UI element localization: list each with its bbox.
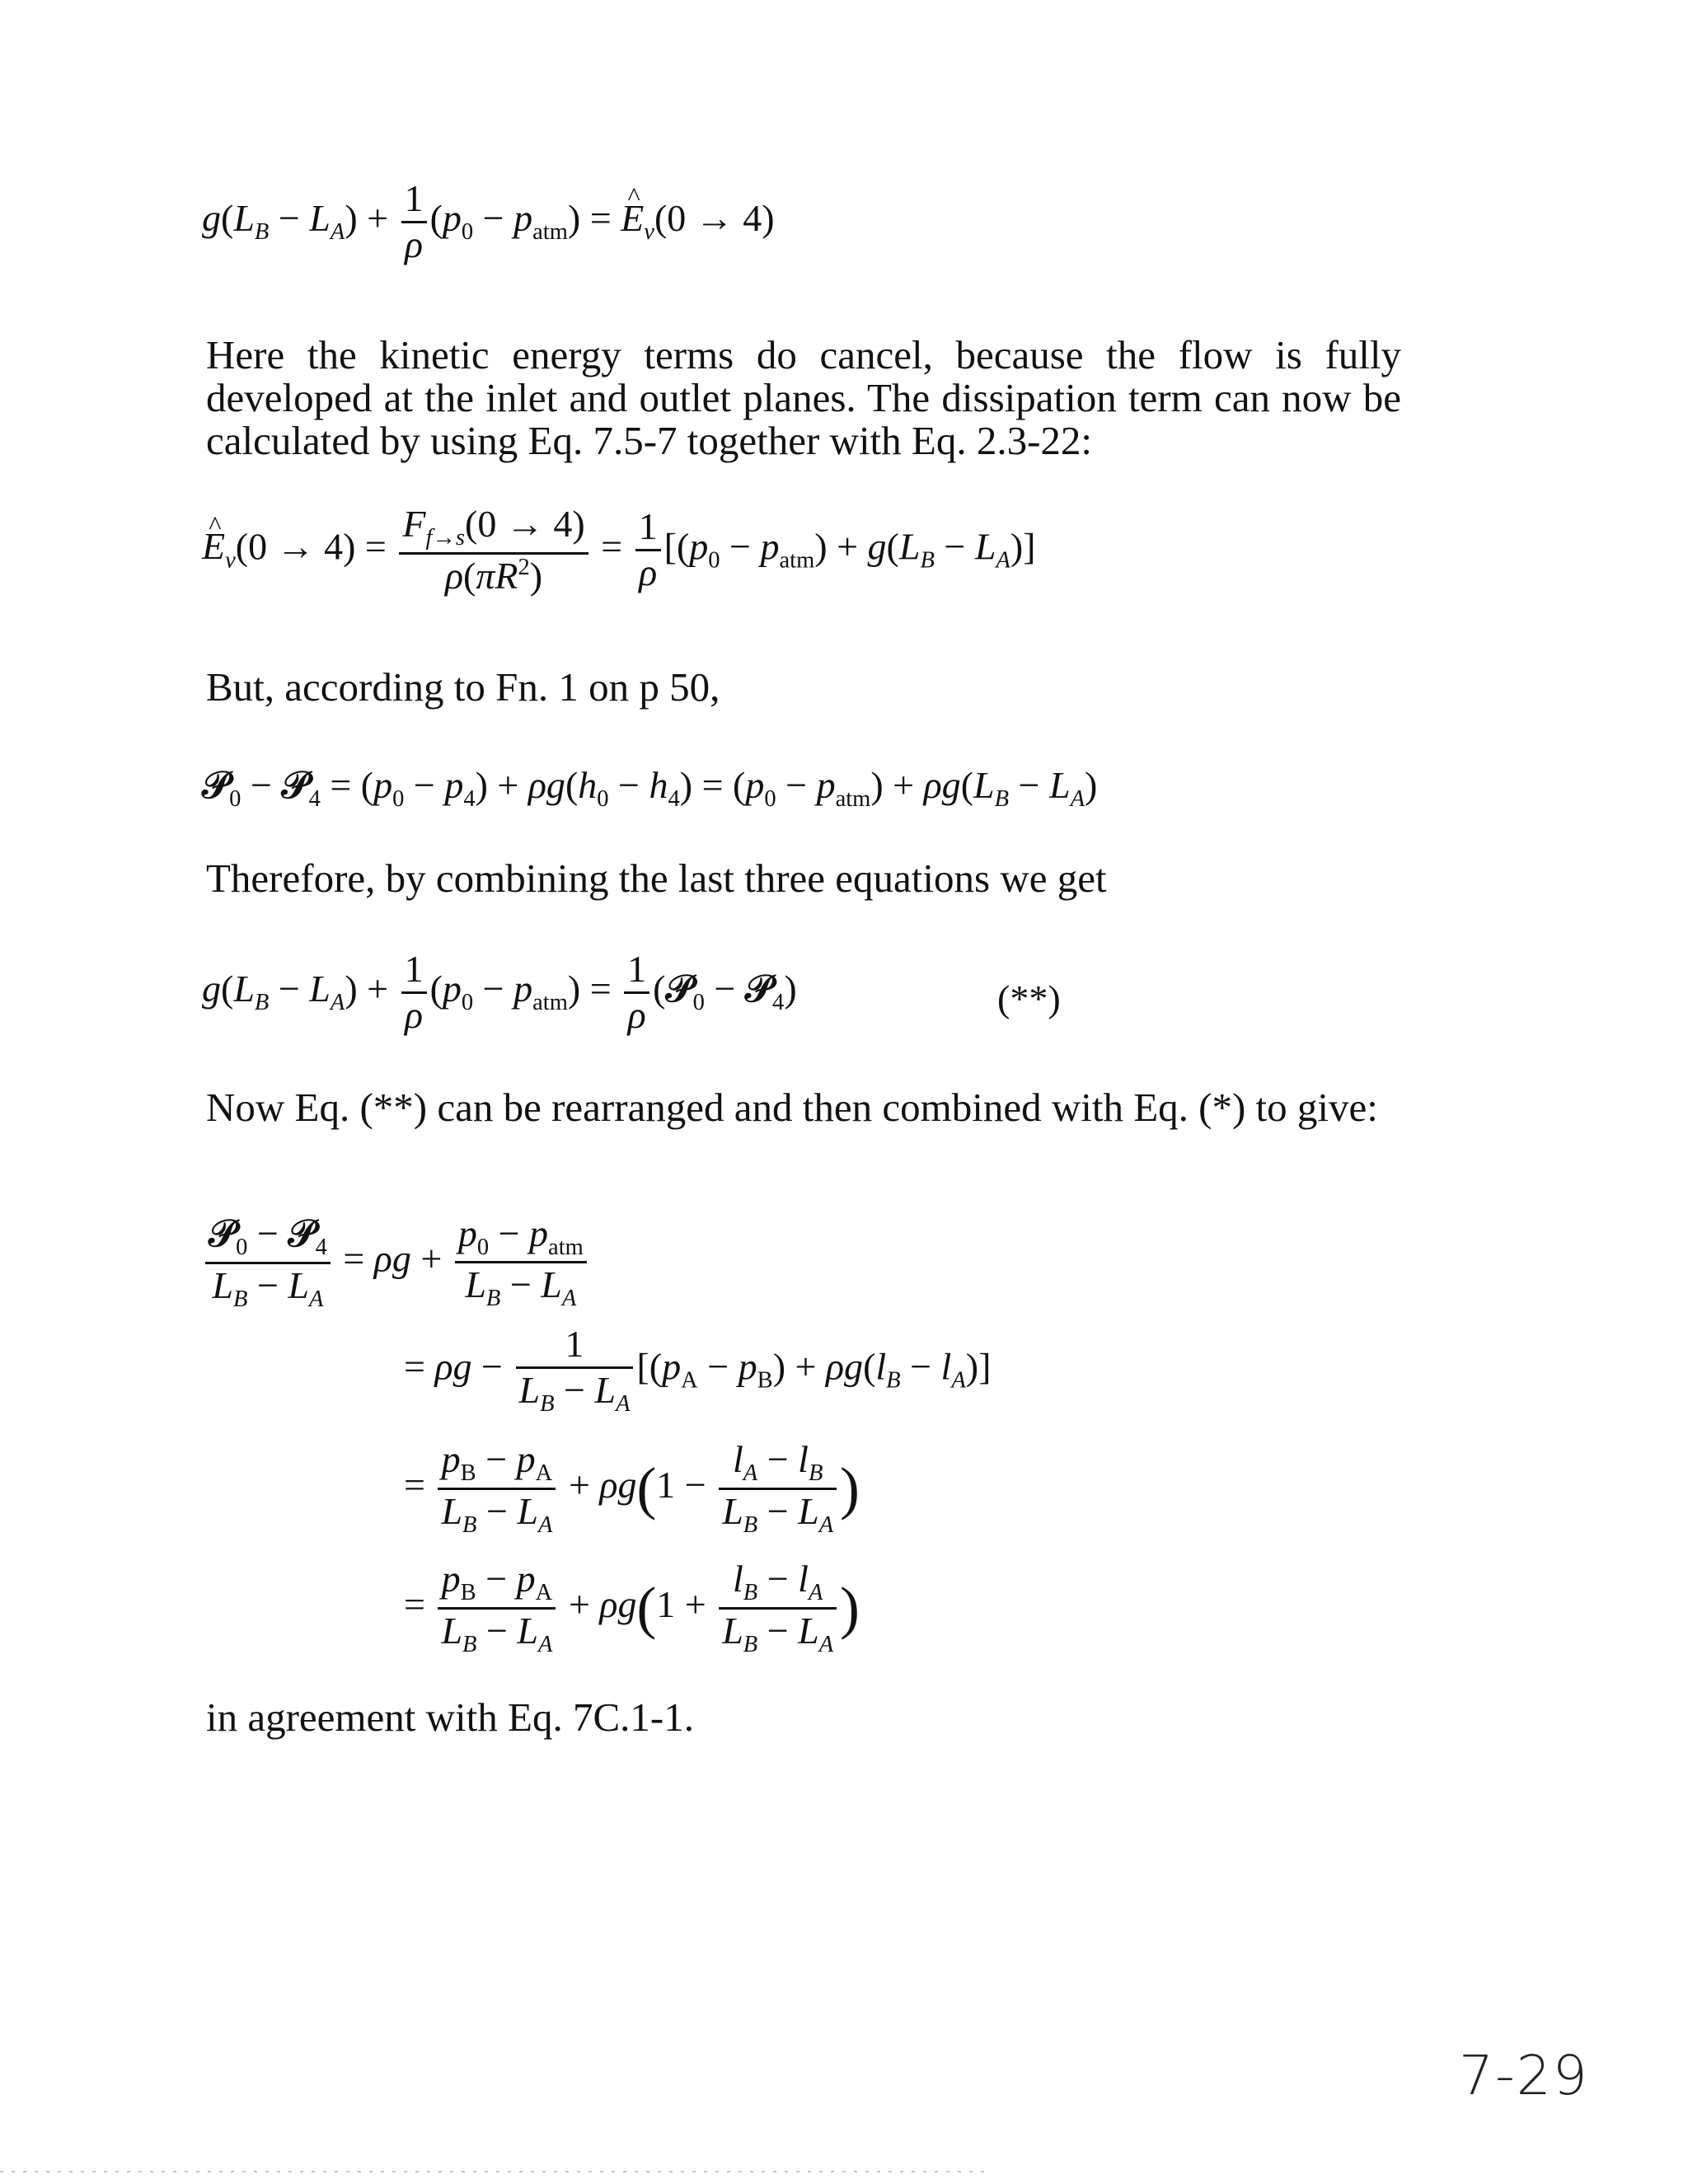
paragraph-kinetic-energy: Here the kinetic energy terms do cancel, because the flow is fully developed at the inlet and outlet planes. The dissipation term can now be calculated by using Eq. 7.5-7 together with Eq. 2.3-22: <box>206 332 1401 463</box>
derivation-line-1: $\frac{𝒫_0 - 𝒫_4}{L_B - L_A}$ = ρg + $\frac{p_0 - p_{atm}}{L_B - L_A}$ <box>202 1212 590 1314</box>
page-number: 7-29 <box>1459 2044 1589 2107</box>
paragraph-footnote-reference: But, according to Fn. 1 on p 50, <box>206 664 720 710</box>
paragraph-combining: Therefore, by combining the last three equations we get <box>206 855 1107 901</box>
scan-artifact-divider <box>0 2171 989 2172</box>
equation-dissipation: ^ $E_v(0 \to 4)$ = $\frac{F_{f\to s}(0 \to 4)}{\rho(\pi R^2)}$ = $\frac{1}{\rho}$ $[(p_0 - p_{atm}) + g(L_B - L_A)]$ <box>202 503 1035 598</box>
derivation-line-4: = $\frac{p_B - p_A}{L_B - L_A}$ + ρg(1 + $\frac{l_B - l_A}{L_B - L_A}$ ) <box>404 1558 860 1657</box>
derivation-line-2: = ρg − $\frac{1}{L_B - L_A}$ $[(p_A - p_B) + \rho g(l_B - l_A)]$ <box>404 1323 992 1417</box>
equation-modified-pressure: 𝒫$_0$ − 𝒫$_4$ = $(p_0 - p_4) + \rho g(h_0 - h_4) = (p_0 - p_{atm}) + \rho g(L_B - L_A)$ <box>202 762 1098 812</box>
equation-label: (**) <box>997 977 1061 1019</box>
equation-double-star: $g(L_B - L_A)$ + $\frac{1}{\rho}$ $(p_0 - p_{atm})$ = $\frac{1}{\rho}$ (𝒫$_0$ − 𝒫$_4$) <box>202 948 797 1036</box>
equation-1: $g(L_B - L_A)$ + $\frac{1}{\rho}$ $(p_0 - p_{atm})$ = ^ $E_v(0 \to 4)$ <box>202 177 775 267</box>
paragraph-conclusion: in agreement with Eq. 7C.1-1. <box>206 1694 694 1740</box>
paragraph-rearranged: Now Eq. (**) can be rearranged and then combined with Eq. (*) to give: <box>206 1085 1378 1130</box>
derivation-line-3: = $\frac{p_B - p_A}{L_B - L_A}$ + ρg(1 − $\frac{l_A - l_B}{L_B - L_A}$ ) <box>404 1438 860 1538</box>
